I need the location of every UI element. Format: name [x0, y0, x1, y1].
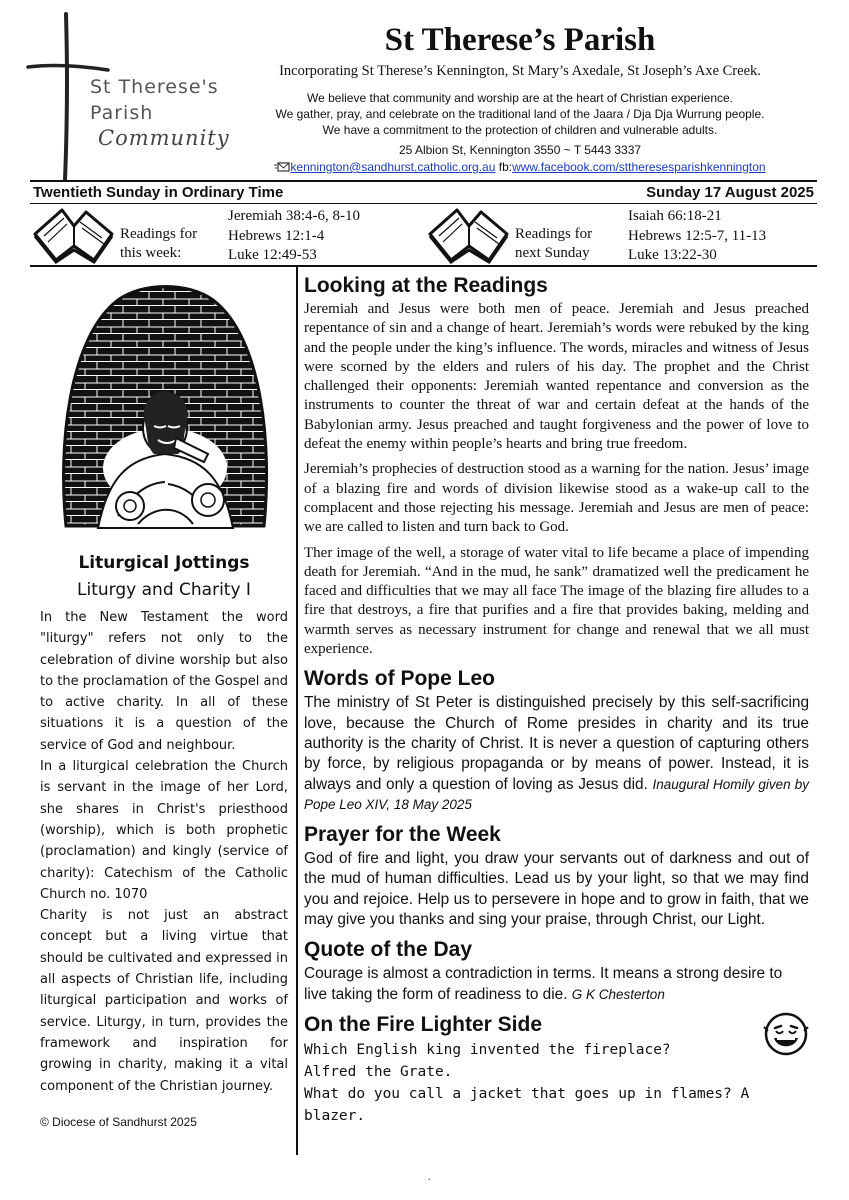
reading-item: Hebrews 12:1-4	[228, 227, 325, 244]
joke-line: Which English king invented the fireplace?	[304, 1041, 671, 1058]
sunday-name: Twentieth Sunday in Ordinary Time	[33, 184, 284, 201]
readings-next-sunday-label	[515, 225, 592, 263]
facebook-prefix: fb:	[498, 160, 513, 174]
reading-item: Luke 12:49-53	[228, 247, 317, 263]
facebook-link[interactable]: www.facebook.com/sttheresesparishkennington	[512, 160, 766, 174]
jottings-paragraph: In a liturgical celebration the Church is servant in the image of her Lord, she shares in Christ's priesthood (worship), which is both prophetic (proclamation) and kingly (service of charity): Catechism of the Catholic Church no. 1070	[40, 759, 288, 902]
footer-mark: .	[428, 1172, 431, 1183]
reading-item: Isaiah 66:18-21	[628, 208, 722, 224]
section-heading: On the Fire Lighter Side	[304, 1012, 543, 1036]
email-link[interactable]: kennington@sandhurst.catholic.org.au	[290, 160, 496, 174]
label-line: Readings for	[515, 226, 593, 242]
column-divider	[296, 267, 298, 1155]
readings-next-sunday-list	[628, 207, 766, 266]
jottings-heading: Liturgical Jottings	[78, 553, 250, 573]
pope-quote-text: The ministry of St Peter is distinguished precisely by this self-sacrificing love, because the Church of Rome presides in charity and its true authority is the charity of Christ. It is never a question of capturing others by force, by religious propaganda or by means of power. Instead, it is always and only a question of loving as Jesus did.	[304, 694, 809, 793]
jottings-paragraph: Charity is not just an abstract concept but a living virtue that should be cultivated and expressed in all aspects of Christian life, including liturgical participation and works of service. Liturgy, in turn, provides the framework and inspiration for growing in charity, making it a vital component of the Christian journey.	[40, 908, 288, 1094]
readings-paragraph: Ther image of the well, a storage of water vital to life became a place of impending death for Jeremiah. “And in the mud, he sank” dramatized well the predicament he faced and difficulties that we may all face The image of the blazing fire alludes to a fire that destroys, a fire that purifies and a fire that provides baking, melding and warmth serves as necessary instrument for change and renewal that we all must experience.	[304, 544, 809, 658]
joke-line: What do you call a jacket that goes up in flames? A blazer.	[304, 1085, 750, 1124]
words-of-pope-leo-section	[304, 665, 809, 815]
label-line: next Sunday	[515, 245, 590, 261]
laughing-face-icon	[763, 1011, 809, 1057]
mission-line: We believe that community and worship are at the heart of Christian experience.	[307, 91, 733, 105]
contact-line	[250, 160, 790, 174]
label-line: Readings for	[120, 226, 198, 242]
section-heading: Prayer for the Week	[304, 823, 501, 847]
divider	[30, 265, 817, 267]
divider	[30, 180, 817, 182]
email-icon	[274, 161, 290, 172]
label-line: this week:	[120, 245, 182, 261]
parish-logo	[22, 12, 232, 182]
logo-text-line1: St Therese's	[90, 76, 219, 98]
parish-title: St Therese’s Parish	[384, 22, 656, 58]
joke-line: Alfred the Grate.	[304, 1063, 453, 1080]
section-heading: Words of Pope Leo	[304, 667, 495, 691]
reading-item: Hebrews 12:5-7, 11-13	[628, 227, 767, 244]
jottings-paragraph: In the New Testament the word "liturgy" refers not only to the celebration of divine worship but also to the proclamation of the Gospel and to active charity. In all of these situations it is a question of the service of God and neighbour.	[40, 610, 288, 753]
section-heading: Looking at the Readings	[304, 274, 548, 297]
pope-citation: Inaugural Homily given by Pope Leo XIV, 18 May 2025	[304, 776, 809, 812]
prayer-text: God of fire and light, you draw your servants out of darkness and out of the mud of human difficulties. Lead us by your light, so that we may find you and rejoice. Help us to persevere in hope and to grow in faith, that we may give you thanks and sing your praise, through Christ, our Light.	[304, 850, 809, 929]
open-book-icon	[427, 206, 509, 264]
logo-text-line2: Parish	[90, 102, 154, 124]
parish-address: 25 Albion St, Kennington 3550 ~ T 5443 3337	[398, 143, 642, 157]
logo-text-line3: Community	[98, 126, 230, 150]
mission-line: We have a commitment to the protection of children and vulnerable adults.	[322, 123, 718, 137]
looking-at-readings-section	[304, 272, 809, 659]
fire-lighter-side-section	[304, 1011, 809, 1127]
prayer-for-week-section	[304, 821, 809, 930]
mission-line: We gather, pray, and celebrate on the traditional land of the Jaara / Dja Dja Wurrung people.	[275, 107, 765, 121]
quote-text	[304, 964, 809, 1005]
main-column	[304, 272, 809, 1127]
open-book-icon	[32, 206, 114, 264]
reading-item: Luke 13:22-30	[628, 247, 717, 263]
quote-of-day-section	[304, 936, 809, 1005]
jottings-subheading: Liturgy and Charity I	[77, 580, 251, 600]
incorporating-line: Incorporating St Therese’s Kennington, St Mary’s Axedale, St Joseph’s Axe Creek.	[279, 63, 761, 79]
divider	[30, 203, 817, 204]
pope-quote	[304, 693, 809, 815]
readings-this-week-list	[228, 207, 360, 266]
readings-paragraph: Jeremiah and Jesus were both men of peace. Jeremiah and Jesus preached repentance of sin and a change of heart. Jeremiah’s words were rebuked by the king and the people under the king’s influence. The words, miracles and witness of Jesus were scorned by the elders and rulers of his day. The prophet and the Christ challenged their opponents: Jeremiah wanted repentance and conversion as the instruments to counter the threat of war and certain defeat at the hands of the Babylonian army. Jesus preached and taught forgiveness and the power of love to defeat the enemy within people’s hearts and bring true freedom.	[304, 301, 809, 453]
sunday-date: Sunday 17 August 2025	[646, 184, 814, 201]
copyright-notice: © Diocese of Sandhurst 2025	[40, 1115, 197, 1129]
readings-paragraph: Jeremiah’s prophecies of destruction stood as a warning for the nation. Jesus’ image of a blazing fire and words of division likewise stood as a wake-up call to the complacent and those rejecting his message. Jeremiah and Jesus are men of peace: we are called to listen and turn back to God.	[304, 461, 809, 536]
jeremiah-in-well-illustration	[58, 278, 272, 540]
quote-author: G K Chesterton	[571, 986, 665, 1002]
section-heading: Quote of the Day	[304, 938, 473, 962]
reading-item: Jeremiah 38:4-6, 8-10	[228, 208, 361, 224]
jottings-body	[40, 607, 288, 1097]
quote-body: Courage is almost a contradiction in terms. It means a strong desire to live taking the form of readiness to die.	[304, 965, 783, 1003]
readings-this-week-label	[120, 225, 197, 263]
